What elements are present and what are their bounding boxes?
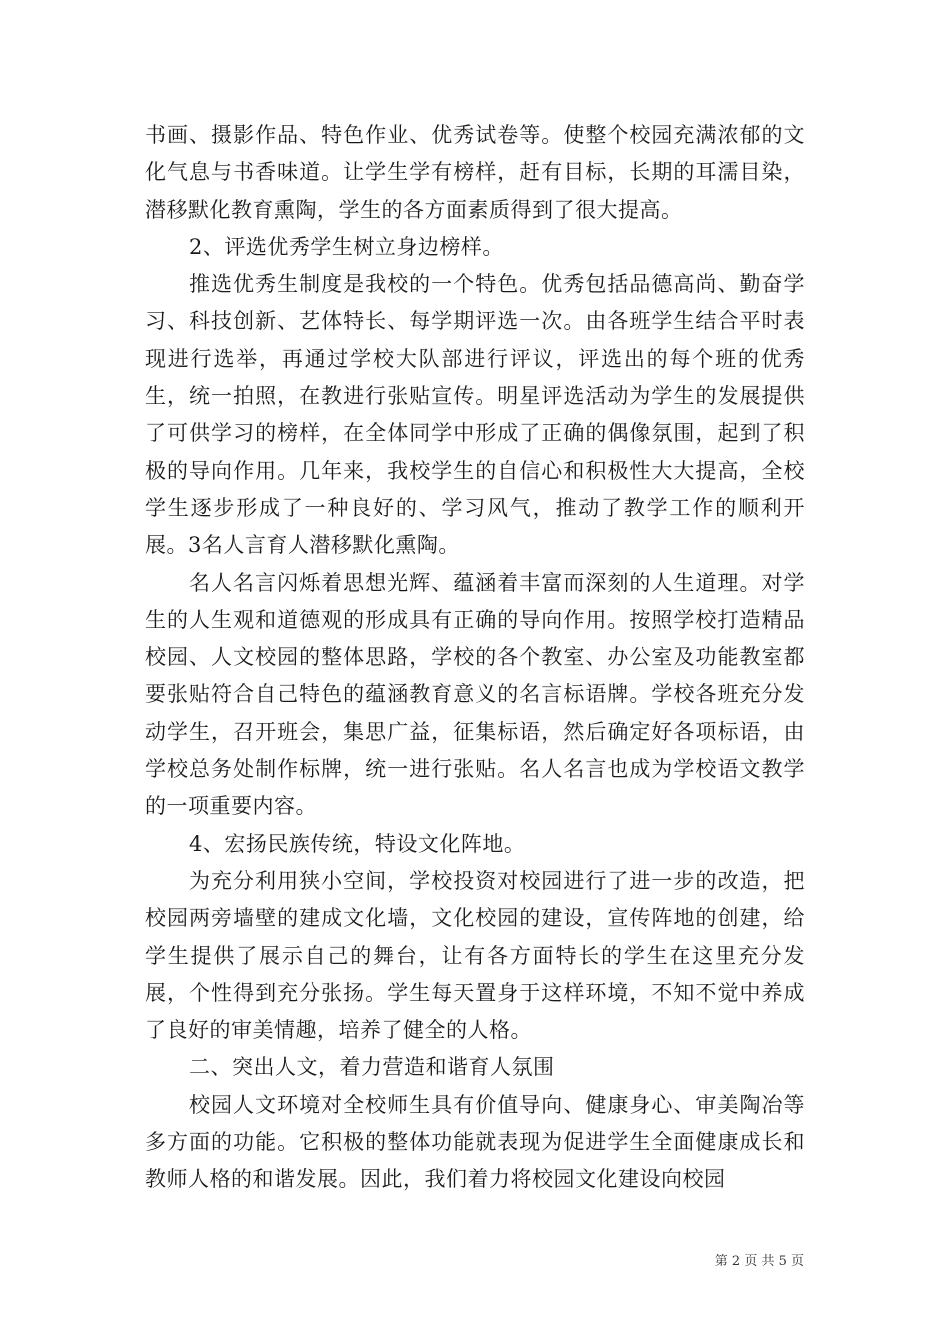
document-body <box>145 117 805 1199</box>
paragraph-6: 为充分利用狭小空间，学校投资对校园进行了进一步的改造，把校园两旁墙壁的建成文化墙，文化校园的建设，宣传阵地的创建，给学生提供了展示自己的舞台，让有各方面特长的学生在这里充分发展，个性得到充分张扬。学生每天置身于这样环境，不知不觉中养成了良好的审美情趣，培养了健全的人格。 <box>145 868 805 1043</box>
paragraph-4: 名人名言闪烁着思想光辉、蕴涵着丰富而深刻的人生道理。对学生的人生观和道德观的形成具有正确的导向作用。按照学校打造精品校园、人文校园的整体思路，学校的各个教室、办公室及功能教室都要张贴符合自己特色的蕴涵教育意义的名言标语牌。学校各班充分发动学生，召开班会，集思广益，征集标语，然后确定好各项标语，由学校总务处制作标牌，统一进行张贴。名人名言也成为学校语文教学的一项重要内容。 <box>145 570 805 819</box>
paragraph-5-heading: 4、宏扬民族传统，特设文化阵地。 <box>189 831 526 856</box>
paragraph-2-heading: 2、评选优秀学生树立身边榜样。 <box>189 234 504 259</box>
paragraph-3: 推选优秀生制度是我校的一个特色。优秀包括品德高尚、勤奋学习、科技创新、艺体特长、每学期评选一次。由各班学生结合平时表现进行选举，再通过学校大队部进行评议，评选出的每个班的优秀生，统一拍照，在教进行张贴宣传。明星评选活动为学生的发展提供了可供学习的榜样，在全体同学中形成了正确的偶像氛围，起到了积极的导向作用。几年来，我校学生的自信心和积极性大大提高，全校学生逐步形成了一种良好的、学习风气，推动了教学工作的顺利开展。3名人言育人潜移默化熏陶。 <box>145 272 805 558</box>
paragraph-1: 书画、摄影作品、特色作业、优秀试卷等。使整个校园充满浓郁的文化气息与书香味道。让学生学有榜样，赶有目标，长期的耳濡目染，潜移默化教育熏陶，学生的各方面素质得到了很大提高。 <box>145 123 805 222</box>
page-footer: 第 2 页 共 5 页 <box>714 1254 804 1269</box>
paragraph-7-heading: 二、突出人文，着力营造和谐育人氛围 <box>189 1055 555 1080</box>
paragraph-8: 校园人文环境对全校师生具有价值导向、健康身心、审美陶冶等多方面的功能。它积极的整体功能就表现为促进学生全面健康成长和教师人格的和谐发展。因此，我们着力将校园文化建设向校园 <box>145 1092 805 1192</box>
